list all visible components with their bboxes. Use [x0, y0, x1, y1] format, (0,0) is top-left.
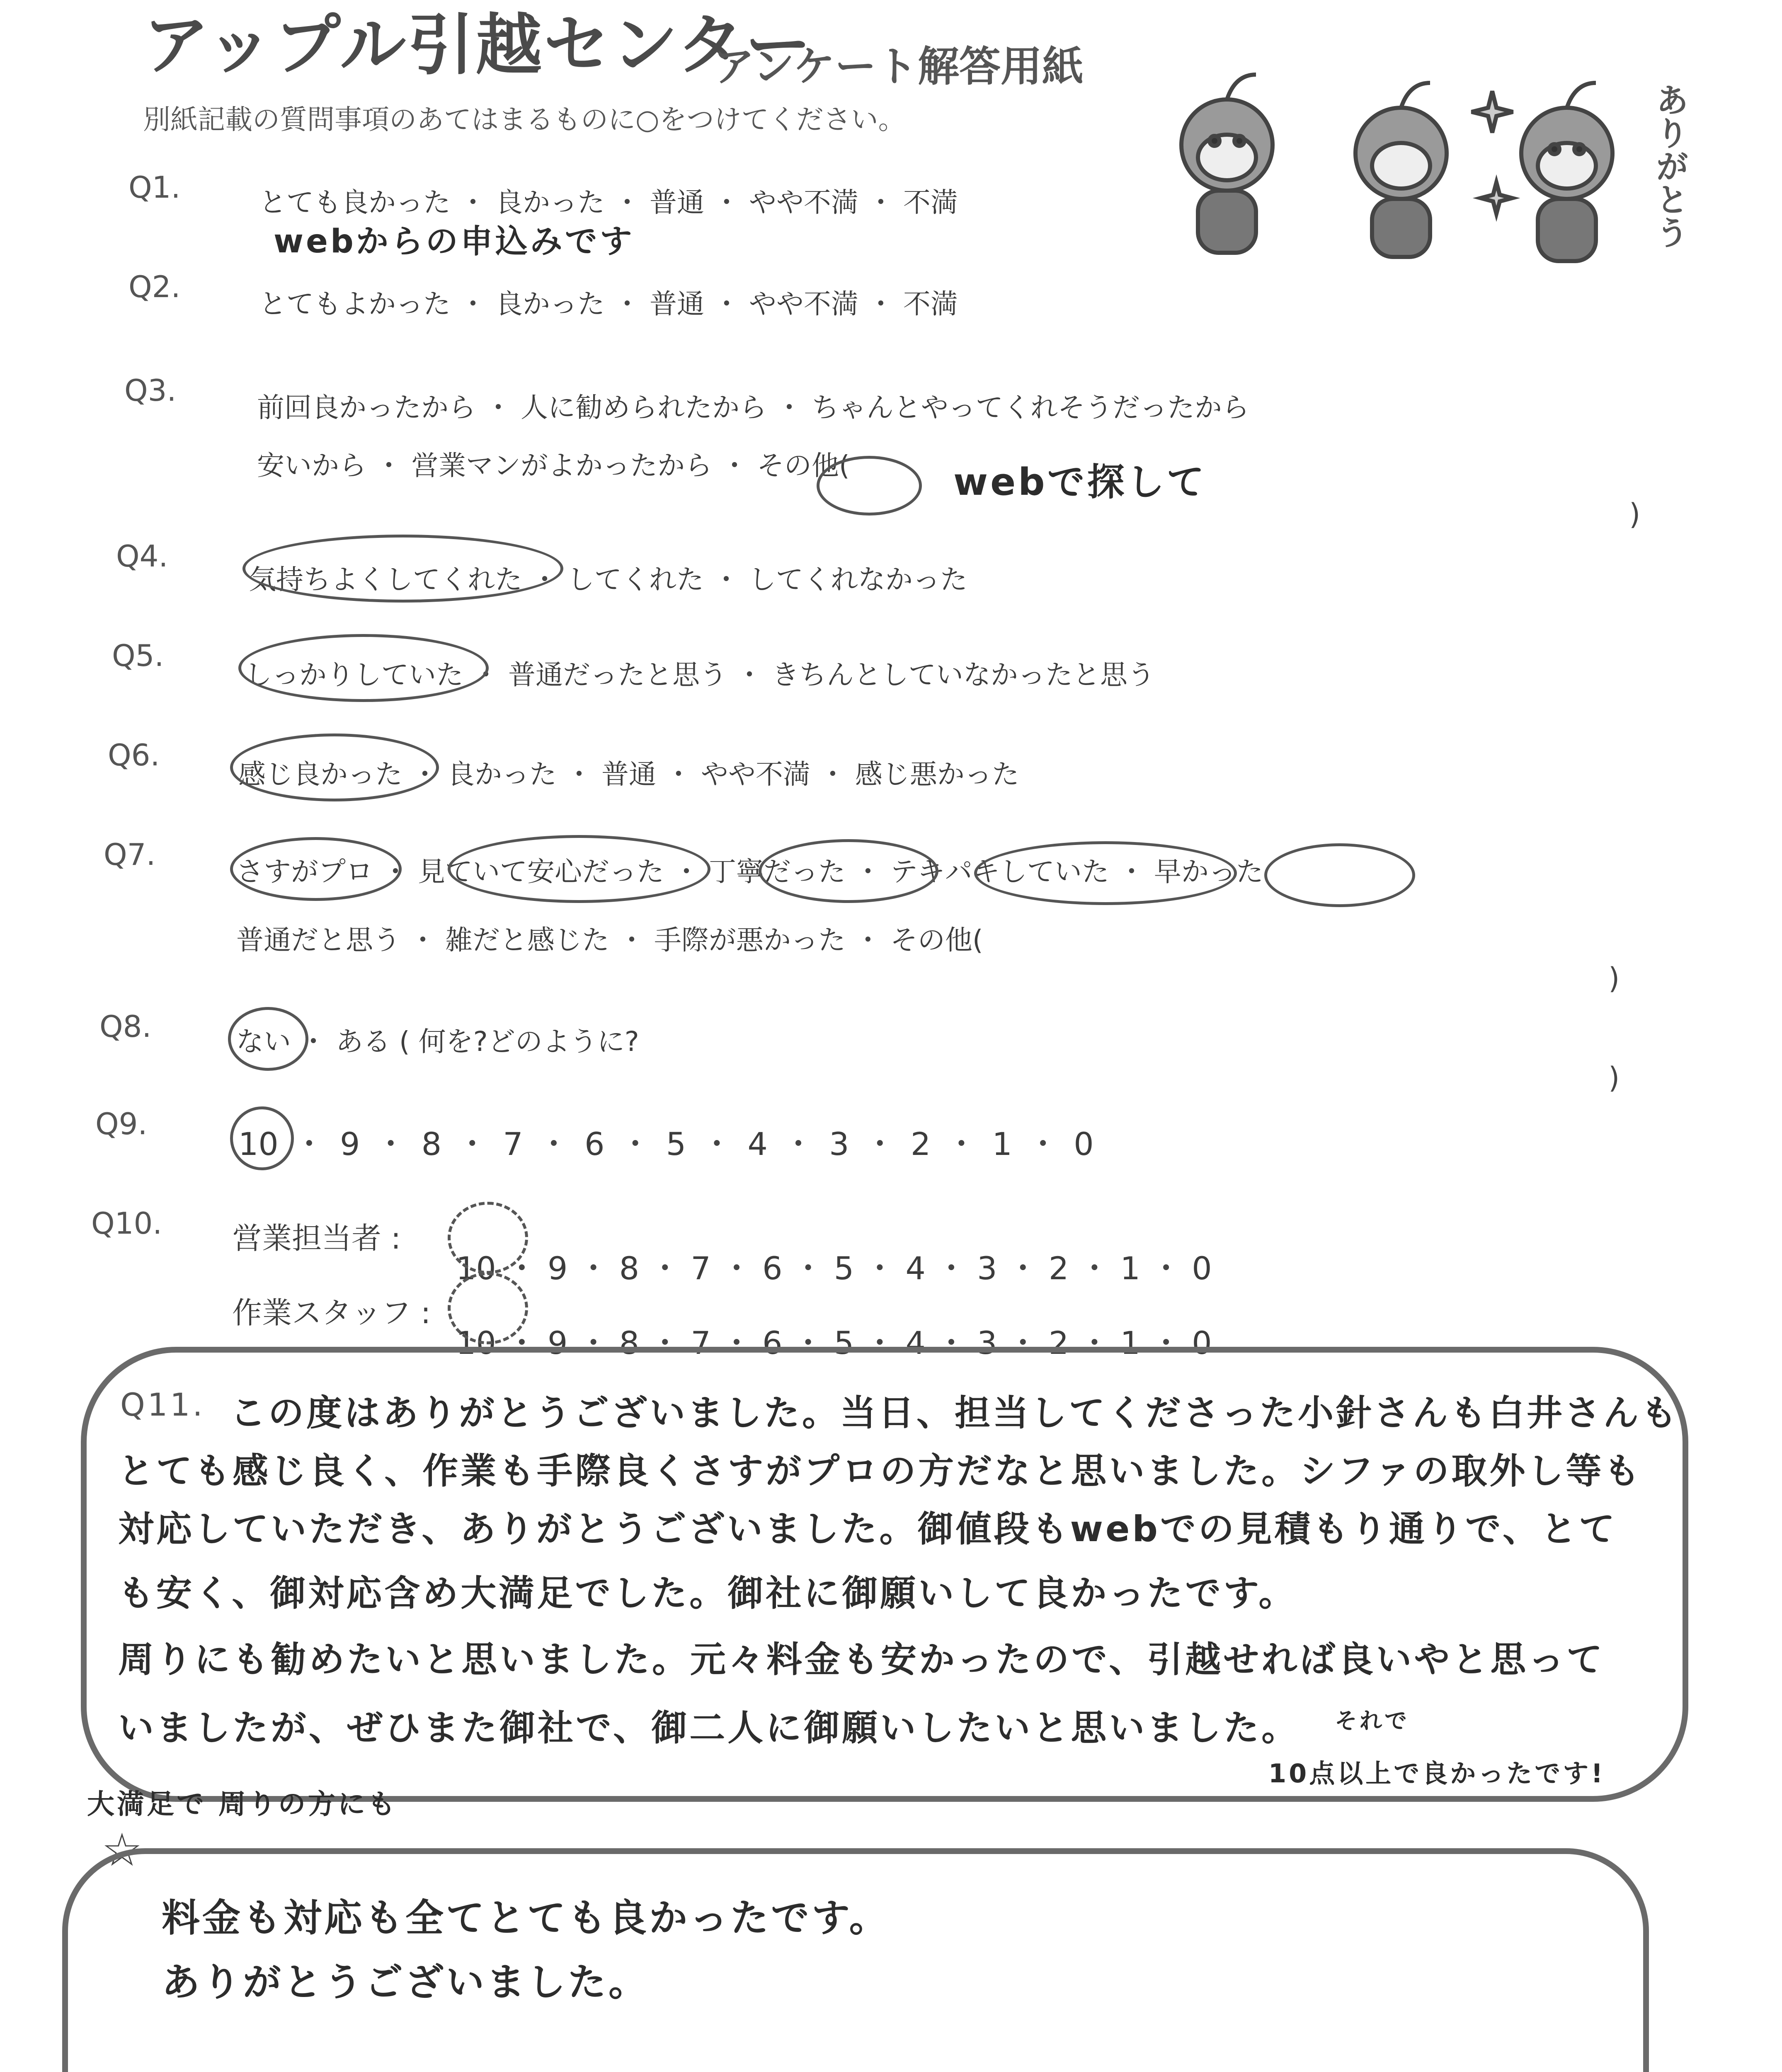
q4-label: Q4. [116, 539, 168, 574]
q6-label: Q6. [108, 738, 160, 772]
q5-options: しっかりしていた ・ 普通だったと思う ・ きちんとしていなかったと思う [245, 659, 1155, 691]
q3-close-paren: ) [1629, 497, 1641, 531]
q7-option[interactable]: 手際が悪かった [654, 924, 846, 956]
q6-option[interactable]: 普通 [601, 758, 656, 790]
q3-options-row1: 前回良かったから ・ 人に勧められたから ・ ちゃんとやってくれそうだったから [257, 392, 1249, 424]
selection-circle [242, 535, 563, 603]
selection-circle [974, 841, 1237, 905]
q2-option[interactable]: やや不満 [749, 288, 858, 320]
q10-sales-scale: 10 ・ 9 ・ 8 ・ 7 ・ 6 ・ 5 ・ 4 ・ 3 ・ 2 ・ 1 ・ 0 [456, 1250, 1212, 1287]
q10-score[interactable]: 5 [834, 1250, 854, 1287]
q10-score[interactable]: 4 [905, 1324, 926, 1361]
q10-score-selected[interactable]: 10 [456, 1324, 496, 1361]
q10-row-name: 営業担当者 [232, 1221, 382, 1256]
comment2-line: 料金も対応も全てとても良かったです。 [162, 1896, 890, 1940]
q8-label: Q8. [99, 1009, 152, 1044]
q7-option-selected[interactable]: 丁寧だった [708, 856, 846, 888]
q7-option-selected[interactable]: 早かった [1154, 856, 1263, 888]
q9-score[interactable]: 2 [910, 1126, 931, 1162]
q10-label: Q10. [91, 1206, 162, 1241]
q6-option[interactable]: 感じ悪かった [855, 758, 1019, 790]
q9-scale: 10 ・ 9 ・ 8 ・ 7 ・ 6 ・ 5 ・ 4 ・ 3 ・ 2 ・ 1 ・ 0 [238, 1126, 1094, 1162]
q2-option[interactable]: 良かった [495, 288, 605, 320]
selection-circle [817, 456, 922, 516]
q10-score[interactable]: 6 [762, 1250, 783, 1287]
q10-score-selected[interactable]: 10 [456, 1250, 496, 1287]
q1-label: Q1. [128, 170, 181, 205]
q6-option-selected[interactable]: 感じ良かった [238, 758, 402, 790]
q9-score[interactable]: 8 [421, 1126, 442, 1162]
q10-score[interactable]: 8 [619, 1324, 640, 1361]
q10-score[interactable]: 6 [762, 1324, 783, 1361]
selection-circle [230, 1106, 294, 1170]
q9-score[interactable]: 7 [503, 1126, 523, 1162]
q3-label: Q3. [124, 373, 177, 408]
q2-option[interactable]: 不満 [903, 288, 958, 320]
q8-option-selected[interactable]: ない [236, 1026, 291, 1058]
q10-score[interactable]: 0 [1192, 1324, 1212, 1361]
q4-option[interactable]: してくれなかった [748, 564, 967, 595]
selection-circle [230, 733, 439, 801]
q9-score[interactable]: 3 [829, 1126, 849, 1162]
q3-option[interactable]: 前回良かったから [257, 392, 476, 424]
q9-score-selected[interactable]: 10 [238, 1126, 279, 1162]
q2-label: Q2. [128, 269, 181, 304]
q11-below-note: 大満足で 周りの方にも [87, 1788, 398, 1820]
q7-option-selected[interactable]: さすがプロ [236, 856, 373, 888]
q11-line: いましたが、ぜひまた御社で、御二人に御願いしたいと思いました。 [118, 1707, 1300, 1749]
selection-circle [759, 839, 938, 903]
q1-options: とても良かった ・ 良かった ・ 普通 ・ やや不満 ・ 不満 [259, 186, 958, 218]
q10-row-name: 作業スタッフ [232, 1295, 412, 1330]
q2-option[interactable]: とてもよかった [259, 288, 451, 320]
q5-option[interactable]: 普通だったと思う [508, 659, 727, 691]
star-icon: ☆ [102, 1823, 143, 1876]
q11-tail-text: 10点以上で良かったです! [1268, 1758, 1605, 1789]
q4-option-selected[interactable]: 気持ちよくしてくれた [249, 564, 522, 595]
q11-line: とても感じ良く、作業も手際良くさすがプロの方だなと思いました。シファの取外し等も [118, 1450, 1642, 1492]
comment2-line: ありがとうございました。 [162, 1960, 650, 2004]
q11-insert-note: それで [1335, 1708, 1409, 1734]
q3-other-text: webで探して [953, 460, 1207, 504]
q9-score[interactable]: 9 [340, 1126, 360, 1162]
q1-handwritten-note: webからの申込みです [274, 223, 635, 260]
q10-score[interactable]: 5 [834, 1324, 854, 1361]
q8-options: ない ・ ある ( 何を?どのように? [236, 1026, 639, 1058]
q7-option[interactable]: その他( [890, 924, 983, 956]
q11-line: 対応していただき、ありがとうございました。御値段もwebでの見積もり通りで、とて [118, 1508, 1617, 1550]
q5-option-selected[interactable]: しっかりしていた [245, 659, 463, 691]
q10-score[interactable]: 2 [1048, 1250, 1069, 1287]
q9-score[interactable]: 0 [1074, 1126, 1094, 1162]
q3-option[interactable]: ちゃんとやってくれそうだったから [811, 392, 1249, 424]
instruction-text: 別紙記載の質問事項のあてはまるものに○をつけてください。 [143, 104, 906, 136]
q7-options-row1: さすがプロ ・ 見ていて安心だった ・ 丁寧だった ・ テキパキしていた ・ 早かった [236, 856, 1263, 888]
q10-score[interactable]: 3 [977, 1250, 997, 1287]
q3-option[interactable]: 安いから [257, 450, 366, 482]
q6-option[interactable]: やや不満 [701, 758, 810, 790]
q10-score[interactable]: 7 [691, 1250, 711, 1287]
q10-score[interactable]: 2 [1048, 1324, 1069, 1361]
q11-line: この度はありがとうございました。当日、担当してくださった小針さんも白井さんも [230, 1392, 1679, 1434]
selection-circle [1264, 843, 1415, 907]
q9-score[interactable]: 1 [992, 1126, 1012, 1162]
q5-option[interactable]: きちんとしていなかったと思う [771, 659, 1155, 691]
mascot-illustration [1152, 58, 1700, 274]
q9-score[interactable]: 5 [666, 1126, 686, 1162]
mascot-thanks-text: ありがとう [1650, 83, 1689, 249]
q10-score[interactable]: 9 [548, 1250, 568, 1287]
q10-score[interactable]: 0 [1192, 1250, 1212, 1287]
q8-close-paren: ) [1608, 1061, 1620, 1095]
q7-option[interactable]: 普通だと思う [236, 924, 400, 956]
q10-score[interactable]: 1 [1120, 1324, 1140, 1361]
q4-option[interactable]: してくれた [567, 564, 704, 595]
brand-title: アップル引越センター [143, 6, 813, 84]
selection-circle [228, 1007, 308, 1071]
q1-option[interactable]: 良かった [495, 186, 605, 218]
q10-staff-scale: 10 ・ 9 ・ 8 ・ 7 ・ 6 ・ 5 ・ 4 ・ 3 ・ 2 ・ 1 ・ 0 [456, 1324, 1212, 1361]
q9-label: Q9. [95, 1106, 148, 1141]
q1-option[interactable]: とても良かった [259, 186, 451, 218]
q6-options: 感じ良かった ・ 良かった ・ 普通 ・ やや不満 ・ 感じ悪かった [238, 758, 1019, 790]
q11-line: 周りにも勧めたいと思いました。元々料金も安かったので、引越せれば良いやと思って [118, 1639, 1605, 1680]
q10-row-staff: 作業スタッフ : [232, 1295, 431, 1330]
q2-options: とてもよかった ・ 良かった ・ 普通 ・ やや不満 ・ 不満 [259, 288, 958, 320]
q9-score[interactable]: 6 [584, 1126, 605, 1162]
q5-label: Q5. [112, 638, 164, 673]
q7-option[interactable]: 雑だと感じた [445, 924, 609, 956]
q11-label: Q11. [120, 1386, 205, 1423]
q7-option-selected[interactable]: テキパキしていた [890, 856, 1109, 888]
selection-circle [448, 1202, 528, 1274]
q10-score[interactable]: 3 [977, 1324, 997, 1361]
q2-option[interactable]: 普通 [649, 288, 704, 320]
q10-row-sales: 営業担当者 : [232, 1221, 401, 1256]
q8-option[interactable]: ある ( 何を?どのように? [335, 1026, 639, 1058]
q4-options: 気持ちよくしてくれた ・ してくれた ・ してくれなかった [249, 564, 967, 595]
q7-label: Q7. [104, 837, 156, 872]
q1-option[interactable]: やや不満 [749, 186, 858, 218]
selection-circle [448, 835, 710, 903]
q10-score[interactable]: 1 [1120, 1250, 1140, 1287]
q9-score[interactable]: 4 [747, 1126, 768, 1162]
q10-score[interactable]: 7 [691, 1324, 711, 1361]
q1-option[interactable]: 不満 [903, 186, 958, 218]
selection-circle [238, 634, 489, 702]
q7-options-row2: 普通だと思う ・ 雑だと感じた ・ 手際が悪かった ・ その他( [236, 924, 983, 956]
q1-option[interactable]: 普通 [649, 186, 704, 218]
q7-option-selected[interactable]: 見ていて安心だった [417, 856, 664, 888]
form-title: アンケート解答用紙 [713, 42, 1084, 91]
q7-close-paren: ) [1608, 961, 1620, 995]
q3-option[interactable]: 営業マンがよかったから [411, 450, 712, 482]
q6-option[interactable]: 良かった [447, 758, 557, 790]
q3-option[interactable]: 人に勧められたから [520, 392, 767, 424]
selection-circle [230, 837, 402, 901]
q10-score[interactable]: 4 [905, 1250, 926, 1287]
q3-option-selected[interactable]: その他 [756, 450, 839, 482]
q10-score[interactable]: 8 [619, 1250, 640, 1287]
q3-options-row2: 安いから ・ 営業マンがよかったから ・ その他( [257, 450, 850, 482]
q10-score[interactable]: 9 [548, 1324, 568, 1361]
selection-circle [448, 1272, 528, 1344]
q11-line: も安く、御対応含め大満足でした。御社に御願いして良かったです。 [118, 1573, 1297, 1614]
